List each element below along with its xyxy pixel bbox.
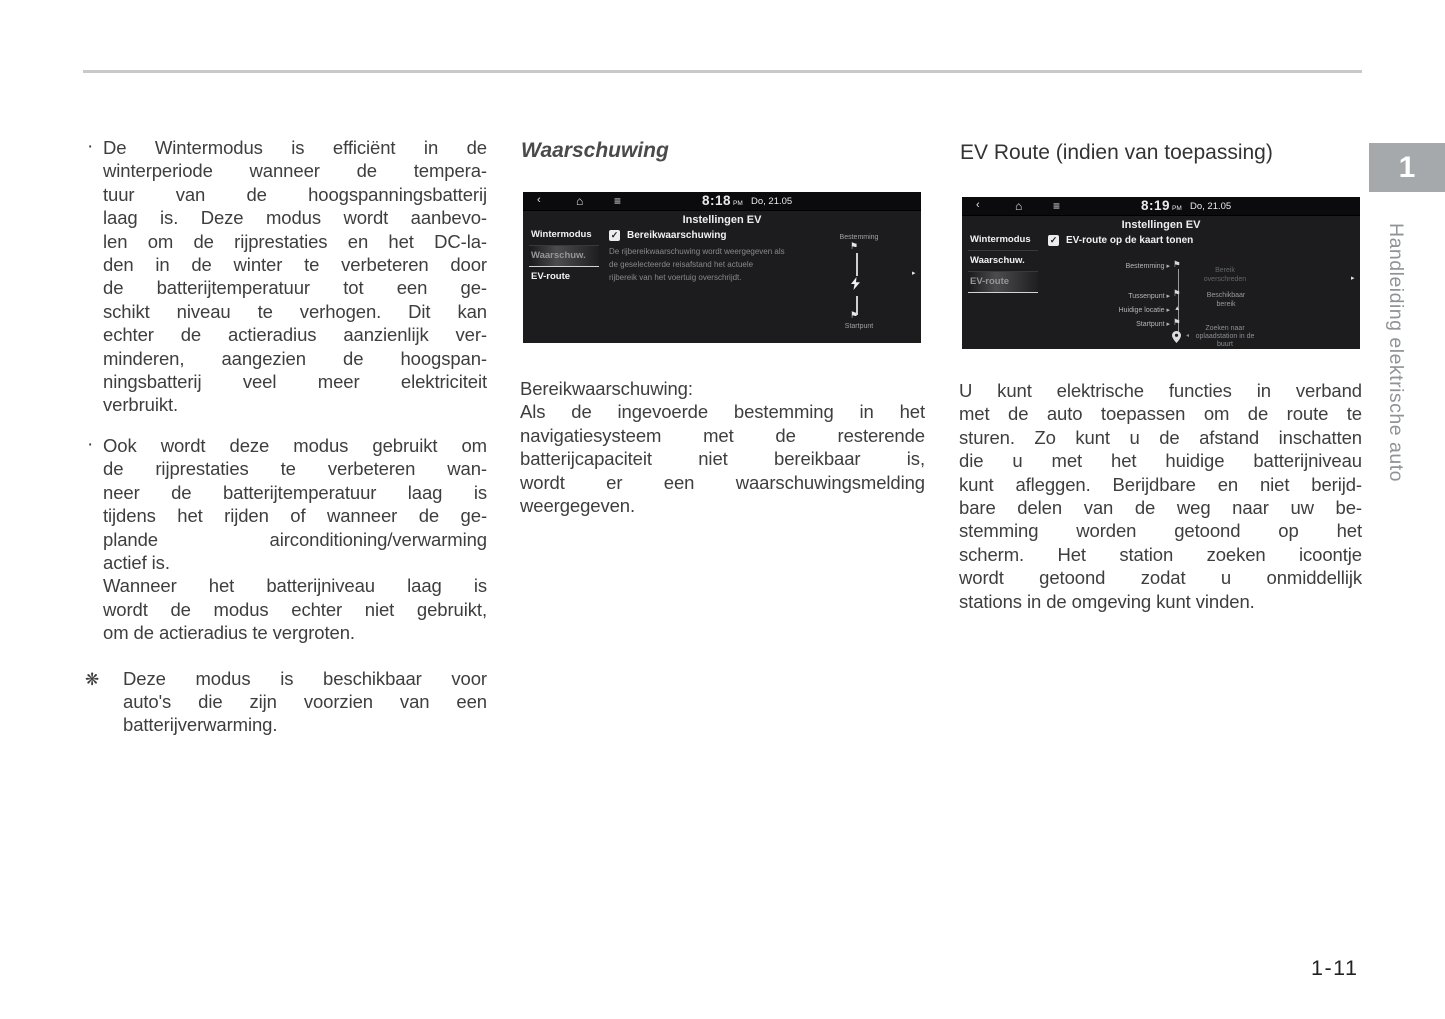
nav-item-ev-route-selected[interactable]: EV-route bbox=[968, 272, 1038, 293]
top-rule bbox=[83, 70, 1362, 73]
status-bar bbox=[962, 197, 1360, 216]
startpoint-label: Startpunt bbox=[844, 323, 874, 330]
checkbox-box[interactable] bbox=[609, 230, 620, 241]
nav-item-wintermodus[interactable]: Wintermodus bbox=[968, 230, 1038, 251]
destination-flag-icon: ⚑ bbox=[1173, 259, 1181, 269]
annotation-arrow-icon: ◂ bbox=[1186, 333, 1190, 339]
start-flag-icon: ⚑ bbox=[850, 310, 859, 320]
status-date: Do, 21.05 bbox=[751, 196, 793, 207]
screen-title: Instellingen EV bbox=[682, 214, 762, 226]
paragraph-wintermodus-2a: Ook wordt deze modus gebruikt om de rijprestaties te verbeteren wan- neer de batterijtemperatuur laag is tijdens het rijden of wanneer de ge- plande airconditioning/verwarming actief is. bbox=[103, 434, 487, 573]
checkbox-label: Bereikwaarschuwing bbox=[627, 230, 727, 241]
page-number: 1-11 bbox=[1311, 956, 1359, 980]
setting-description: De rijbereikwaarschuwing wordt weergegeven als de geselecteerde reisafstand het actuele rijbereik van het voertuig overschrijdt. bbox=[609, 247, 785, 282]
waypoint-flag-icon: ⚑ bbox=[1173, 288, 1181, 298]
menu-icon[interactable]: ≡ bbox=[614, 193, 622, 208]
left-column bbox=[84, 136, 487, 737]
route-label-startpunt: Startpunt ▸ bbox=[1136, 321, 1170, 328]
checkmark-icon: ✓ bbox=[610, 230, 619, 240]
settings-nav bbox=[529, 225, 599, 288]
checkmark-icon: ✓ bbox=[1049, 235, 1058, 245]
nav-item-waarschuw[interactable]: Waarschuw. bbox=[968, 251, 1038, 272]
bullet-dot: · bbox=[87, 433, 94, 455]
clock-meridiem: PM bbox=[1172, 205, 1182, 212]
start-flag-icon: ⚑ bbox=[1173, 317, 1181, 327]
route-label-tussenpunt: Tussenpunt ▸ bbox=[1128, 293, 1170, 300]
ev-route-heading: EV Route (indien van toepassing) bbox=[960, 141, 1273, 164]
charging-bolt-icon bbox=[851, 276, 860, 296]
menu-icon[interactable]: ≡ bbox=[1053, 198, 1061, 213]
paragraph-wintermodus-1: De Wintermodus is efficiënt in de winterperiode wanneer de tempera- tuur van de hoogspanningsbatterij laag is. Deze modus wordt aanbevo- len om de rijprestaties en het DC-la- den in de winter te verbeteren door de batterijtemperatuur tot een ge- schikt niveau te verhogen. Dit kan echter de actieradius aanzienlijk ver- minderen, aangezien de hoogspan- ningsbatterij veel meer elektriciteit verbruikt. bbox=[103, 137, 487, 416]
note-paragraph: Deze modus is beschikbaar voor auto's die zijn voorzien van een batterijverwarming. bbox=[123, 667, 487, 736]
route-label-huidige-locatie: Huidige locatie ▸ bbox=[1118, 307, 1170, 314]
note-item bbox=[84, 667, 487, 737]
annotation-zoeken-oplaadstation: Zoeken naar oplaadstation in de buurt bbox=[1195, 325, 1255, 348]
back-icon[interactable]: ‹ bbox=[976, 199, 980, 211]
ev-route-checkbox[interactable] bbox=[1048, 235, 1193, 246]
bullet-item-wintermodus-2 bbox=[84, 434, 487, 645]
infotainment-screenshot-warning bbox=[523, 192, 921, 343]
bullet-item-wintermodus-1 bbox=[84, 136, 487, 417]
clock-time: 8:19 bbox=[1141, 198, 1171, 213]
paragraph-wintermodus-2b: Wanneer het batterijniveau laag is wordt de modus echter niet gebruikt, om de actieradius te vergroten. bbox=[103, 575, 487, 644]
nav-item-wintermodus[interactable]: Wintermodus bbox=[529, 225, 599, 246]
bullet-dot: · bbox=[87, 136, 94, 157]
checkbox-box[interactable] bbox=[1048, 235, 1059, 246]
chapter-number: 1 bbox=[1398, 150, 1416, 184]
page-indicator-arrow[interactable]: ▸ bbox=[1351, 275, 1355, 282]
screen-title: Instellingen EV bbox=[1121, 219, 1201, 231]
charging-station-pin-icon bbox=[1172, 330, 1181, 348]
warning-heading: Waarschuwing bbox=[521, 139, 669, 162]
bereikwaarschuwing-checkbox[interactable] bbox=[609, 230, 726, 241]
status-date: Do, 21.05 bbox=[1190, 201, 1232, 212]
current-location-icon: ▲ bbox=[1174, 305, 1181, 312]
destination-flag-icon: ⚑ bbox=[850, 241, 859, 251]
clock-meridiem: PM bbox=[733, 200, 743, 207]
status-bar bbox=[523, 192, 921, 211]
checkbox-label: EV-route op de kaart tonen bbox=[1066, 235, 1194, 246]
ev-route-body-paragraph: U kunt elektrische functies in verband met de auto toepassen om de route te sturen. Zo kunt u de afstand inschatten die u met het huidige batterijniveau kunt afleggen. Berijdbare en niet berijd- bare delen van de weg naar uw be- stemming worden getoond op het scherm. Het station zoeken icoontje wordt getoond zodat u onmiddellijk stations in de omgeving kunt vinden. bbox=[959, 380, 1362, 612]
nav-item-waarschuw-selected[interactable]: Waarschuw. bbox=[529, 246, 599, 267]
home-icon[interactable]: ⌂ bbox=[1015, 199, 1023, 213]
warning-body-paragraph: Bereikwaarschuwing: Als de ingevoerde bestemming in het navigatiesysteem met de resterende batterijcapaciteit niet bereikbaar is, wordt er een waarschuwingsmelding weergegeven. bbox=[520, 378, 925, 517]
note-asterisk-icon: ❋ bbox=[85, 669, 100, 689]
nav-item-ev-route[interactable]: EV-route bbox=[531, 271, 571, 282]
annotation-bereik-overschreden: Bereik overschreden bbox=[1203, 267, 1247, 283]
route-label-bestemming: Bestemming ▸ bbox=[1125, 263, 1170, 270]
clock-time: 8:18 bbox=[702, 193, 732, 208]
chapter-side-title: Handleiding elektrische auto bbox=[1385, 223, 1407, 482]
back-icon[interactable]: ‹ bbox=[537, 194, 541, 206]
home-icon[interactable]: ⌂ bbox=[576, 194, 584, 208]
infotainment-screenshot-ev-route bbox=[962, 197, 1360, 349]
page-indicator-arrow[interactable]: ▸ bbox=[912, 270, 916, 277]
chapter-tab bbox=[1369, 143, 1445, 192]
destination-label: Bestemming bbox=[839, 234, 879, 241]
settings-nav bbox=[968, 230, 1038, 293]
annotation-beschikbaar-bereik: Beschikbaar bereik bbox=[1206, 292, 1246, 308]
